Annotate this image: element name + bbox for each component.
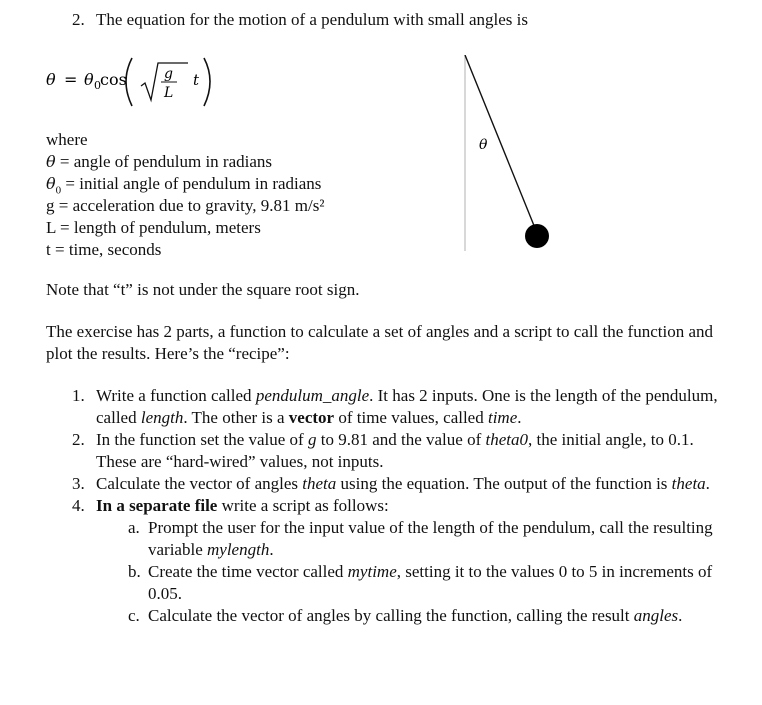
eq-cos: cos xyxy=(100,70,127,89)
eq-left-paren xyxy=(126,58,132,106)
recipe-steps xyxy=(72,385,732,627)
definition-row: g = acceleration due to gravity, 9.81 m/s² xyxy=(46,196,325,215)
step-2: 2. In the function set the value of g to 9.81 and the value of theta0, the initial angle, to 0.1. These are “hard-wired” values, not inputs. xyxy=(72,430,694,471)
question-text: The equation for the motion of a pendulum with small angles is xyxy=(96,10,528,29)
variable-definitions xyxy=(46,151,324,261)
intro-paragraph: The exercise has 2 parts, a function to calculate a set of angles and a script to call the function and plot the results. Here’s the “recipe”: xyxy=(46,322,713,363)
eq-theta0: θ xyxy=(84,70,94,89)
eq-theta0-sub: 0 xyxy=(94,79,101,92)
eq-numerator: g xyxy=(164,66,173,82)
pendulum-diagram xyxy=(455,55,565,255)
pendulum-bob xyxy=(525,224,549,248)
question-number: 2. xyxy=(72,10,85,29)
question-heading xyxy=(72,9,528,31)
substep-b: b. Create the time vector called mytime, setting it to the values 0 to 5 in increments of 0.05. xyxy=(128,562,713,603)
eq-t: t xyxy=(193,71,200,89)
substep-c: c. Calculate the vector of angles by calling the function, calling the result angles. xyxy=(128,606,683,625)
eq-equals: = xyxy=(64,70,78,89)
definition-row: L = length of pendulum, meters xyxy=(46,218,261,237)
definition-row: θ = angle of pendulum in radians xyxy=(46,152,273,171)
step-4-substeps xyxy=(96,517,732,627)
definition-row: $\theta_0$ = initial angle of pendulum in radians xyxy=(46,174,322,197)
where-label: where xyxy=(46,130,88,149)
definition-row: t = time, seconds xyxy=(46,240,162,259)
eq-right-paren xyxy=(204,58,210,106)
step-4: 4. In a separate file write a script as follows: a. Prompt the user for the input value of the length of the pendulum, call the resulting variable mylength. b. Create the time vector called mytime, setting it to the values 0 to 5 in increments of 0.05. c. Calculate the vector of angles by calling the function, calling the result angles. xyxy=(72,495,732,627)
pendulum-string xyxy=(465,55,537,233)
eq-denominator: L xyxy=(164,85,174,101)
eq-theta: θ xyxy=(46,70,56,89)
angle-label: θ xyxy=(479,137,488,153)
substep-a: a. Prompt the user for the input value of the length of the pendulum, call the resulting variable mylength. xyxy=(128,518,713,559)
step-3: 3. Calculate the vector of angles theta using the equation. The output of the function is theta. xyxy=(72,474,710,493)
pendulum-equation xyxy=(40,50,260,112)
note-text: Note that “t” is not under the square root sign. xyxy=(46,280,360,299)
step-1: 1. Write a function called pendulum_angle. It has 2 inputs. One is the length of the pendulum, called length. The other is a vector of time values, called time. xyxy=(72,386,718,427)
